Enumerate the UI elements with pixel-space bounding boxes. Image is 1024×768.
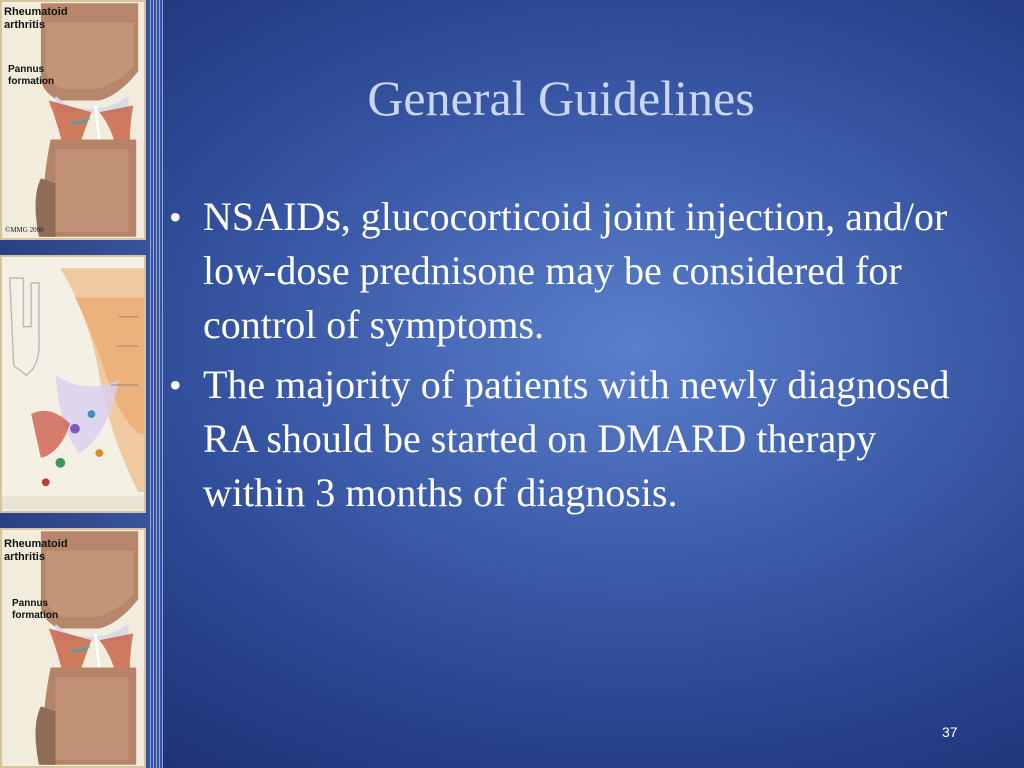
bullet-text: The majority of patients with newly diagnosed RA should be started on DMARD therapy within 3 months of diagnosis.	[203, 362, 950, 515]
thumb-copyright: ©MMG 2000	[5, 226, 44, 234]
sidebar-divider	[150, 0, 164, 768]
joint-inflammation-image	[0, 255, 146, 513]
knee-joint-image-top	[0, 0, 146, 240]
bullet-icon: •	[169, 197, 182, 237]
bullet-icon: •	[169, 365, 182, 405]
bullet-text: NSAIDs, glucocorticoid joint injection, and/or low-dose prednisone may be considered for control of symptoms.	[203, 194, 948, 347]
bullet-item	[165, 190, 955, 352]
slide-title: General Guidelines	[367, 70, 755, 126]
knee-joint-image-bottom	[0, 528, 146, 768]
bullet-item	[165, 358, 955, 520]
thumb-label-disease: Rheumatoid arthritis	[4, 6, 68, 31]
bullet-list	[165, 190, 955, 526]
thumb-label-process: Pannus formation	[12, 598, 59, 621]
thumb-label-disease: Rheumatoid arthritis	[4, 538, 68, 563]
page-number: 37	[942, 724, 958, 740]
joint-inflammation-diagram-icon	[2, 257, 144, 511]
thumb-label-process: Pannus formation	[8, 64, 55, 87]
knee-joint-illustration	[2, 530, 144, 766]
knee-joint-illustration	[2, 2, 144, 238]
